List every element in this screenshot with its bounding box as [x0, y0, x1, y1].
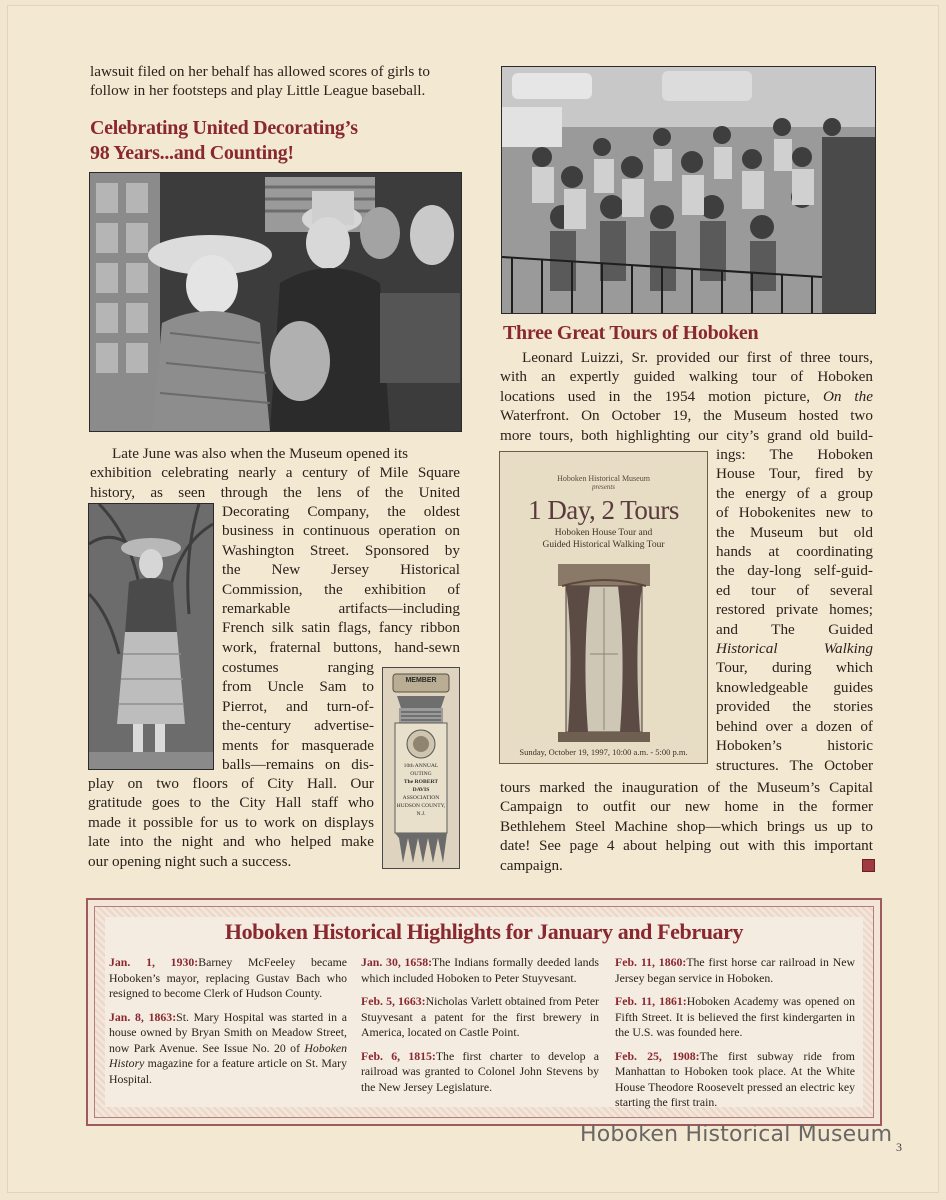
text-line: our opening night such a success. — [88, 852, 292, 870]
badge-text-line: HUDSON COUNTY, N.J. — [396, 803, 446, 817]
museum-watermark: Hoboken Historical Museum — [580, 1122, 893, 1147]
highlight-date: Jan. 1, 1930: — [109, 955, 199, 969]
text-line: more tours, both highlighting our city’s grand old build- — [500, 426, 873, 444]
badge-text-line: ASSOCIATION — [402, 795, 440, 801]
text-line: Tour, during which — [716, 659, 873, 677]
highlight-text: The first subway ride from Manhattan to Hoboken took place. At the White House Theodore Roosevelt pressed an electric key starting the first train. — [615, 1048, 855, 1109]
lead-paragraph — [90, 62, 462, 101]
text-line: the Museum but old — [716, 523, 873, 541]
text-line: Leonard Luizzi, Sr. provided our first of three tours, — [522, 349, 873, 366]
costume-woman-photo — [88, 503, 214, 770]
text-line: Commission, the exhibition of — [222, 580, 460, 598]
text-line: business in continuous operation on — [222, 522, 460, 540]
text-line: Hoboken’s historic — [716, 737, 873, 755]
text-line: remarkable artifacts—including — [222, 600, 460, 618]
highlight-text: St. Mary Hospital was started in a house owned by Bryan Smith on Meadow Street, now Park Avenue. See Issue No. 20 of — [109, 1009, 348, 1055]
exhibition-paragraph-top — [90, 444, 460, 502]
text-line: from Uncle Sam to — [222, 678, 374, 696]
text-line: late into the night and who helped make — [88, 833, 374, 851]
text-line: restored private homes; — [716, 601, 873, 619]
highlight-text: Nicholas Varlett obtained from Peter Stuyvesant a patent for the first brewery in America, located on Castle Point. — [361, 994, 599, 1039]
film-title: On the — [822, 387, 873, 405]
tours-paragraph-closing — [500, 778, 873, 875]
highlight-text: magazine for a feature article on St. Mary Hospital. — [109, 1056, 347, 1086]
text-line: Washington Street. Sponsored by — [222, 541, 460, 559]
historical-highlights-box — [86, 898, 882, 1126]
united-decorating-owners-photo — [89, 172, 462, 432]
highlight-text: Barney McFeeley became Hoboken’s mayor, replacing Gustav Bach who resigned to become Clerk of Hudson County. — [109, 955, 348, 1000]
text-line: ments for masquerade — [222, 736, 374, 754]
text-line: House Tour, fired by — [716, 465, 873, 483]
highlight-date: Jan. 8, 1863: — [109, 1009, 177, 1024]
highlight-text: The first horse car railroad in New Jersey began service in Hoboken. — [615, 955, 856, 985]
poster-date-line: Sunday, October 19, 1997, 10:00 a.m. - 5:00 p.m. — [519, 747, 688, 757]
three-tours-headline: Three Great Tours of Hoboken — [503, 322, 759, 344]
highlight-entry — [361, 955, 599, 986]
poster-presents: presents — [591, 483, 616, 491]
walking-tour-crowd-photo — [501, 66, 876, 314]
highlight-entry — [109, 955, 347, 1002]
window-illustration — [558, 564, 650, 742]
poster-org: Hoboken Historical Museum — [557, 474, 650, 483]
text-line: balls—remains on dis- — [222, 756, 374, 774]
text-line: the-century advertise- — [222, 717, 374, 735]
text-line: costumes ranging — [222, 659, 374, 676]
text-line: Bethlehem Steel Machine shop—which brings us up to — [500, 817, 873, 835]
text-span: locations used in the 1954 motion picture, — [500, 387, 823, 405]
text-line: Campaign to outfit our new home in the former — [500, 798, 873, 816]
highlight-date: Feb. 11, 1860: — [615, 955, 687, 969]
text-line: and The Guided — [716, 620, 873, 638]
text-line: follow in her footsteps and play Little League baseball. — [90, 82, 426, 100]
text-line: Pierrot, and turn-of- — [222, 697, 374, 715]
highlight-date: Feb. 6, 1815: — [361, 1048, 436, 1063]
text-line: Waterfront. On October 19, the Museum hosted two — [500, 407, 873, 425]
poster-subtitle-2: Guided Historical Walking Tour — [542, 540, 665, 550]
exhibition-paragraph-narrower — [222, 658, 374, 774]
badge-member-label: MEMBER — [405, 677, 437, 684]
text-line: Late June was also when the Museum opened its — [112, 445, 409, 462]
page-number: 3 — [896, 1140, 902, 1154]
highlight-date: Feb. 5, 1663: — [361, 994, 426, 1008]
badge-ribbon-text — [396, 762, 446, 818]
text-line: the New Jersey Historical — [222, 561, 460, 579]
poster-title: 1 Day, 2 Tours — [528, 495, 679, 525]
member-ribbon-badge — [382, 667, 460, 869]
highlights-column-2 — [361, 955, 599, 1103]
highlight-text: The first charter to develop a railroad was granted to Colonel John Stevens by the New Jersey Legislature. — [361, 1048, 599, 1094]
text-line: the day-long self-guid- — [716, 562, 873, 580]
highlight-date: Feb. 25, 1908: — [615, 1048, 700, 1063]
badge-text-line: The ROBERT DAVIS — [403, 779, 439, 793]
one-day-two-tours-poster — [499, 451, 708, 764]
text-line: lawsuit filed on her behalf has allowed scores of girls to — [90, 63, 430, 80]
highlights-border — [94, 906, 874, 1118]
highlights-title: Hoboken Historical Highlights for January and February — [224, 919, 744, 944]
text-line: provided the stories — [716, 698, 873, 716]
poster-subtitle-1: Hoboken House Tour and — [554, 528, 653, 538]
text-line: structures. The October — [716, 756, 873, 774]
text-line: date! See page 4 about helping out with this important — [500, 837, 873, 855]
exhibition-paragraph-closing — [88, 774, 374, 871]
text-line: ed tour of several — [716, 581, 873, 599]
tours-paragraph-narrow — [716, 445, 873, 775]
text-line: the energy of a group — [716, 484, 873, 502]
text-line: French silk satin flags, fancy ribbon — [222, 619, 460, 637]
text-line: made it possible for us to work on displays — [88, 813, 374, 831]
highlight-entry — [615, 1049, 855, 1111]
text-line: Decorating Company, the oldest — [222, 503, 460, 520]
magazine-title: Hoboken History — [109, 1040, 347, 1070]
highlight-date: Feb. 11, 1861: — [615, 994, 687, 1008]
text-line: with an expertly guided walking tour of Hoboken — [500, 368, 873, 386]
text-line: history, as seen through the lens of the United — [90, 483, 460, 501]
highlight-text: The Indians formally deeded lands which included Hoboken to Peter Stuyvesant. — [361, 955, 599, 985]
highlights-column-1 — [109, 955, 347, 1095]
highlight-entry — [361, 994, 599, 1041]
tours-paragraph-top — [500, 348, 873, 445]
text-line: Historical Walking — [716, 640, 873, 658]
highlight-entry — [615, 994, 855, 1041]
badge-text-line: 10th ANNUAL OUTING — [403, 763, 439, 777]
text-line: gratitude goes to the City Hall staff who — [88, 794, 374, 812]
united-decorating-headline — [90, 116, 358, 166]
highlight-entry — [361, 1049, 599, 1096]
text-line: tours marked the inauguration of the Museum’s Capital — [500, 779, 873, 796]
text-line: work, fraternal buttons, hand-sewn — [222, 638, 460, 656]
highlight-text: Hoboken Academy was opened on Fifth Street. It is believed the first kindergarten in the U.S. was founded here. — [615, 994, 856, 1039]
text-line: behind over a dozen of — [716, 717, 873, 735]
headline-line: 98 Years...and Counting! — [90, 142, 294, 164]
text-line — [500, 387, 873, 406]
text-line: ings: The Hoboken — [716, 446, 873, 463]
highlights-column-3 — [615, 955, 855, 1119]
highlight-entry — [109, 1010, 347, 1088]
text-line: hands at coordinating — [716, 543, 873, 561]
article-end-mark — [862, 859, 875, 872]
headline-line: Celebrating United Decorating’s — [90, 117, 358, 139]
exhibition-paragraph-narrow — [222, 502, 460, 657]
highlight-date: Jan. 30, 1658: — [361, 955, 433, 969]
text-line: exhibition celebrating nearly a century of Mile Square — [90, 464, 460, 482]
highlight-entry — [615, 955, 855, 986]
text-line: play on two floors of City Hall. Our — [88, 775, 374, 792]
highlights-content — [105, 917, 863, 1107]
text-line: of Hobokenites new to — [716, 504, 873, 522]
text-line: knowledgeable guides — [716, 678, 873, 696]
text-line: campaign. — [500, 856, 563, 874]
